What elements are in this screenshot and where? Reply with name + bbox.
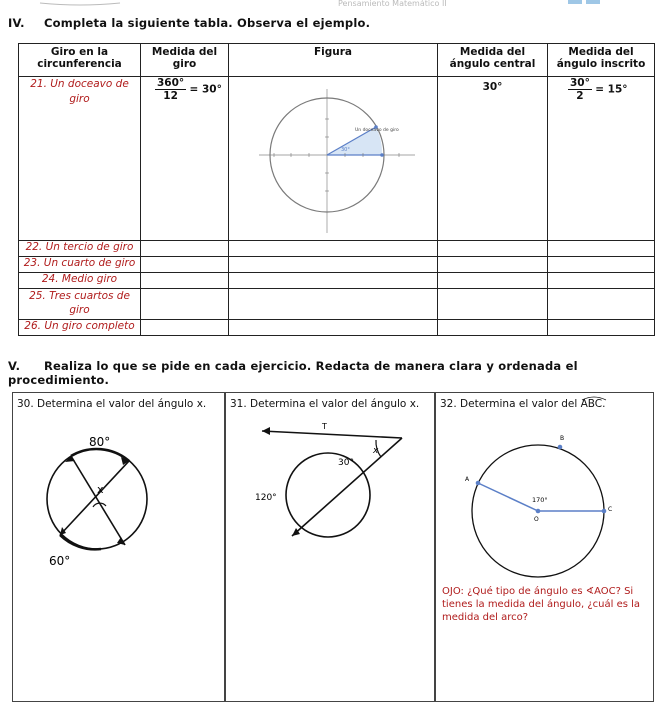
exercise-31-point-t: T [322,422,327,431]
example-central: 30° [438,77,548,241]
example-label: 21. Un doceavo de giro [19,77,141,241]
example-inscrito: $\frac{30^\circ}{2}$ = 15° [548,77,655,241]
example-giro: $\frac{360^\circ}{12}$ = 30° [141,77,229,241]
exercise-31-arc: 120° [255,493,277,503]
exercise-30-box[interactable] [12,392,225,702]
exercise-31-figure [226,415,434,615]
section-v-title: V. Realiza lo que se pide en cada ejercicio. Redacta de manera clara y ordenada el procedimiento. [8,359,578,387]
table-row: 25. Tres cuartos de giro [19,289,655,320]
col-header: Medida del ángulo central [438,44,548,77]
table-row: 26. Un giro completo [19,320,655,336]
exercise-31-title: 31. Determina el valor del ángulo x. [230,398,420,410]
exercise-30-figure [13,415,224,615]
exercise-30-title: 30. Determina el valor del ángulo x. [17,398,207,410]
exercise-32-angle: 170° [532,496,548,504]
exercise-30-angle-top: 80° [89,435,111,449]
exercise-32-figure [436,415,653,585]
exercise-31-angle: 30° [338,458,354,468]
exercise-32-note: OJO: ¿Qué tipo de ángulo es ∢AOC? Si tienes la medida del ángulo, ¿cuál es la medida del arco? [442,586,641,623]
exercise-32-box[interactable] [435,392,654,702]
header-fragment: Pensamiento Matemático II [338,0,447,8]
exercise-30-angle-bottom: 60° [49,554,71,568]
figure-label: Un doceavo de giro [355,128,399,133]
example-row [19,77,655,241]
col-header: Medida del giro [141,44,229,77]
section-iv-title: IV. Completa la siguiente tabla. Observa el ejemplo. [8,16,371,30]
table-row: 24. Medio giro [19,273,655,289]
col-header: Giro en la circunferencia [19,44,141,77]
col-header: Figura [229,44,438,77]
exercise-32-point-a: A [465,476,470,483]
exercise-30-var: x [97,483,104,496]
col-header: Medida del ángulo inscrito [548,44,655,77]
exercise-32-title: 32. Determina el valor del ABC. [440,398,606,410]
figure-angle: 30° [341,147,350,153]
table-row: 23. Un cuarto de giro [19,257,655,273]
exercise-31-var: x [373,446,379,456]
exercise-31-box[interactable] [225,392,435,702]
doceavo-figure [229,77,438,237]
header-decoration [0,0,658,10]
section-iv-table [18,43,655,336]
table-header-row [19,44,655,77]
table-row: 22. Un tercio de giro [19,241,655,257]
exercise-32-point-c: C [608,506,613,513]
example-figure [229,77,438,241]
exercise-32-point-o: O [534,516,539,523]
exercise-32-point-b: B [560,435,565,442]
